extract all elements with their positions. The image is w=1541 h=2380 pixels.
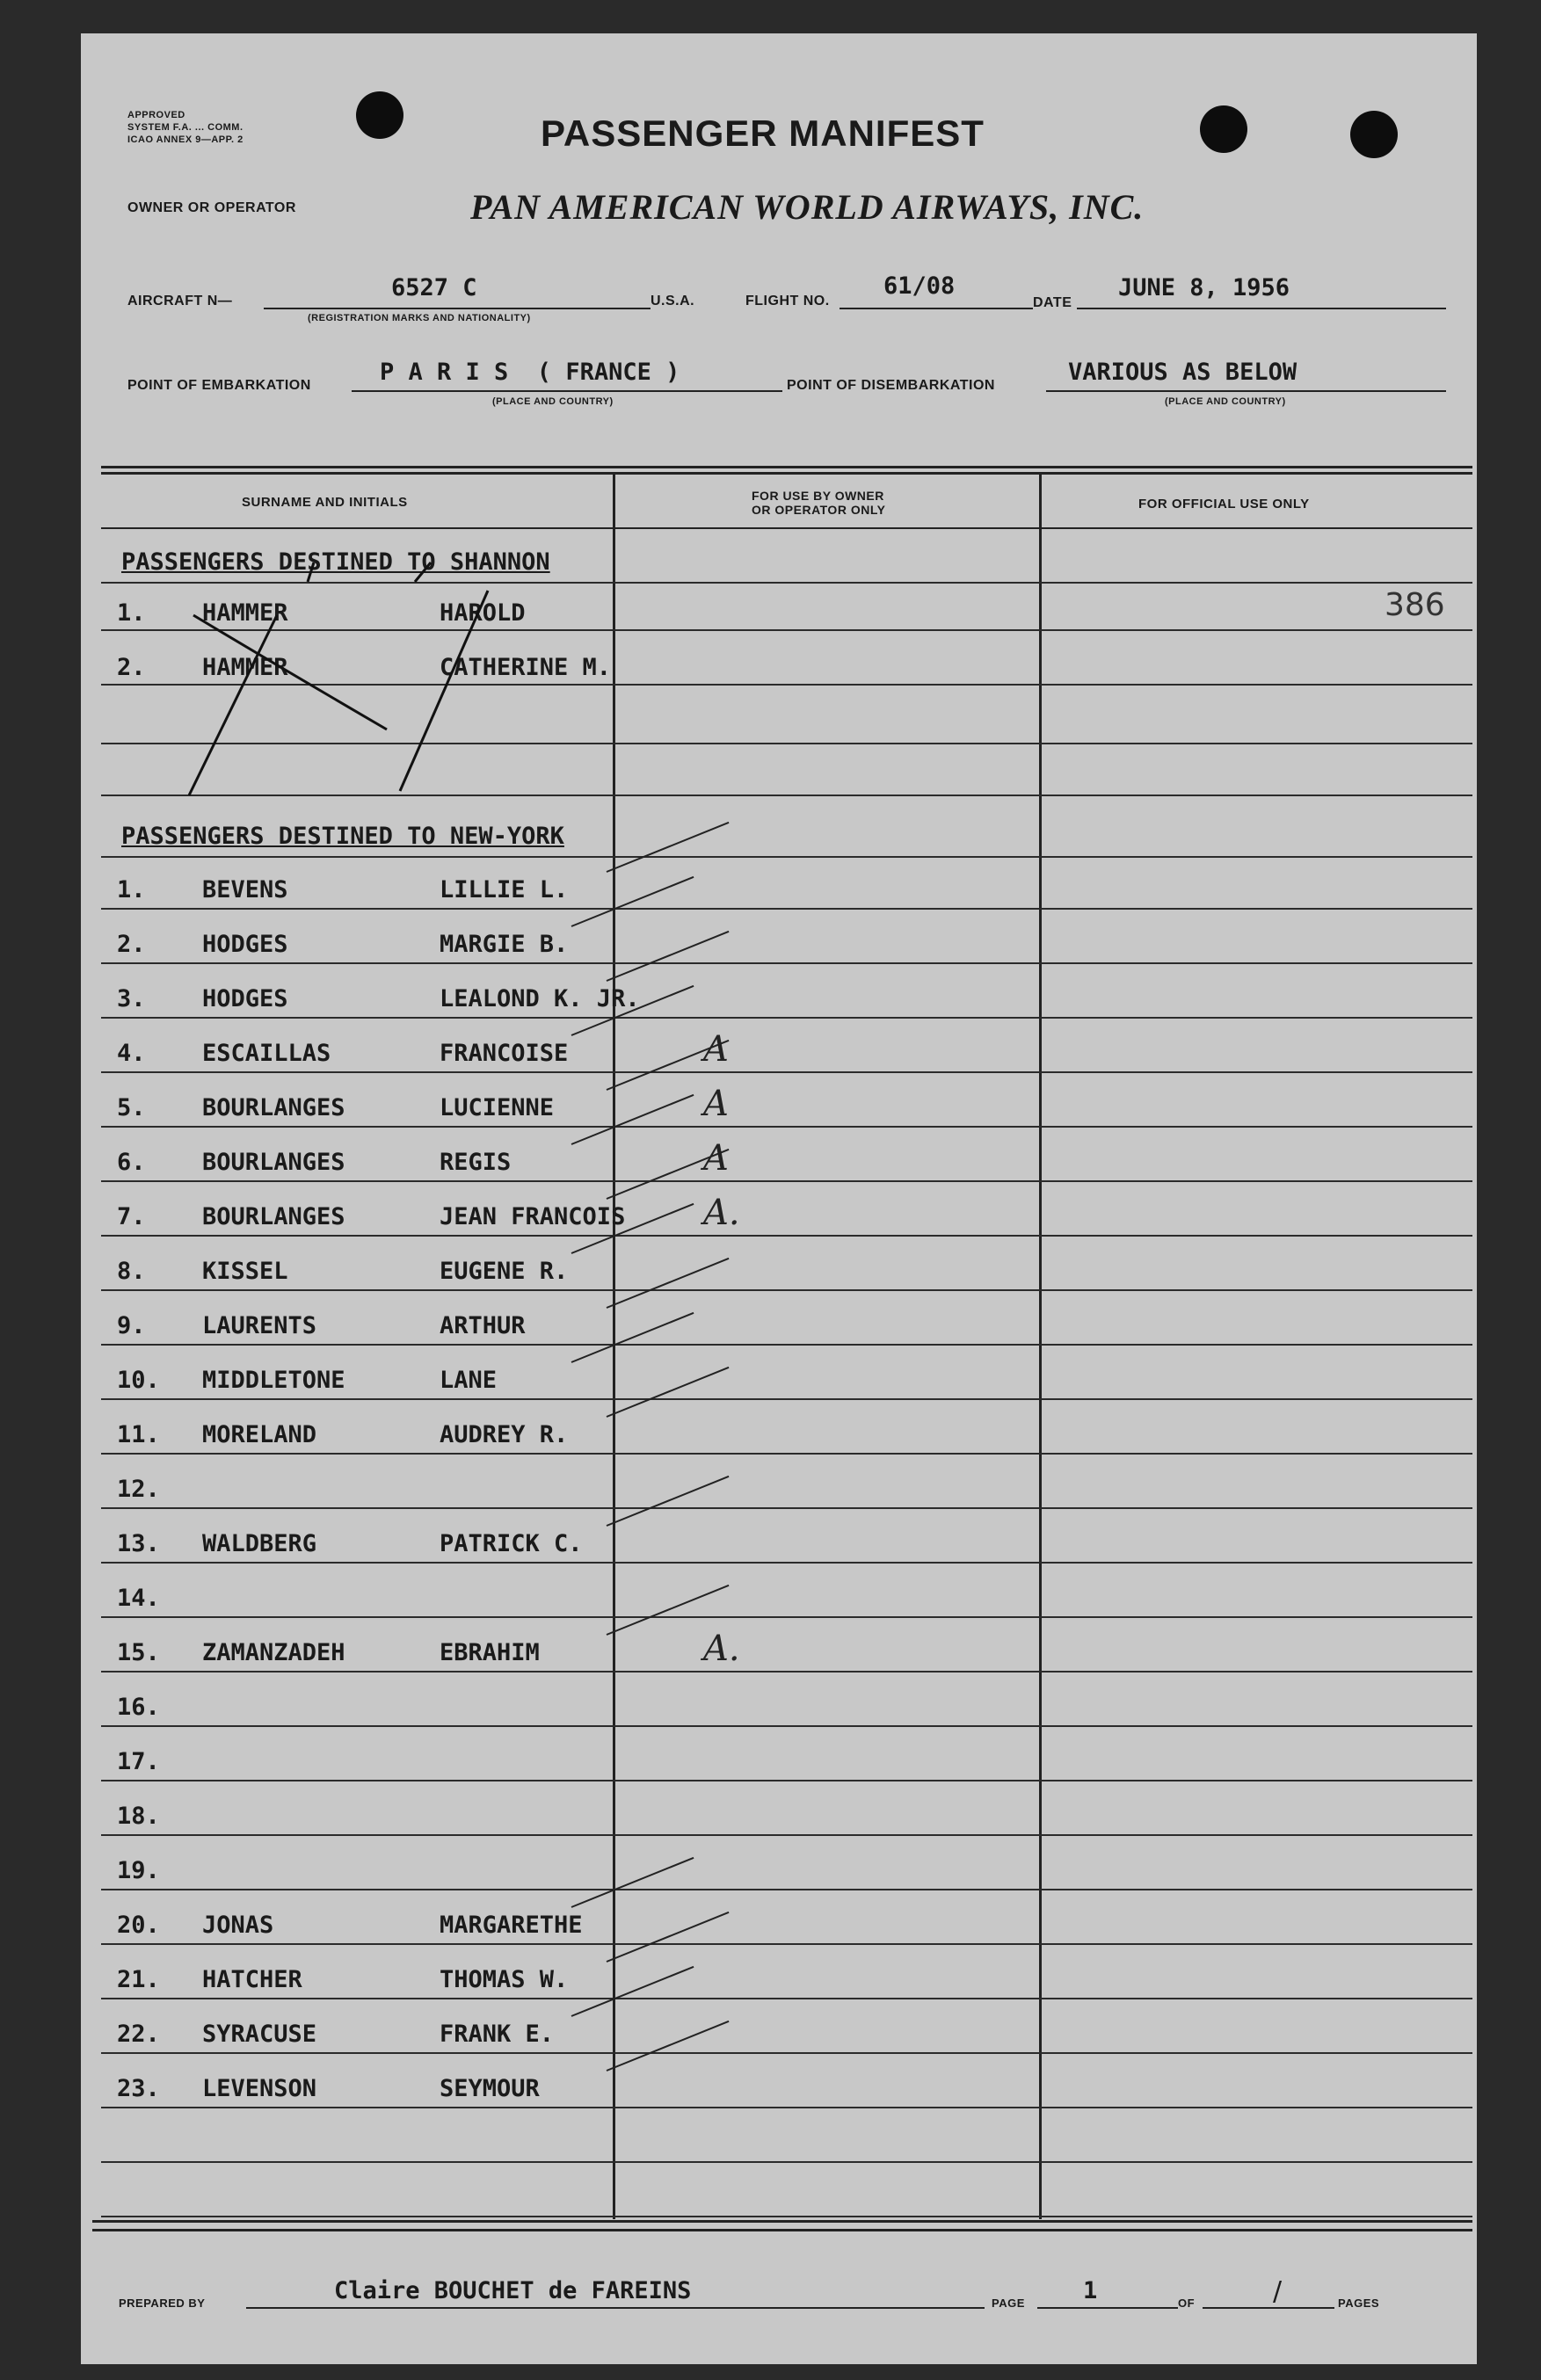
- passenger-given-name: FRANCOISE: [440, 1040, 569, 1067]
- ruled-line: [101, 1834, 1472, 1836]
- shannon-crossout: [176, 536, 615, 800]
- ruled-line: [101, 1616, 1472, 1618]
- ruled-line: [101, 1998, 1472, 1999]
- passenger-surname: HAMMER: [202, 599, 288, 627]
- passenger-given-name: FRANK E.: [440, 2021, 555, 2048]
- punch-hole-far-right: [1350, 111, 1398, 158]
- passenger-number: 2.: [117, 654, 146, 681]
- disembark-caption: (PLACE AND COUNTRY): [1165, 396, 1286, 407]
- handwritten-mark: A: [703, 1029, 729, 1070]
- of-label: OF: [1178, 2297, 1196, 2310]
- column-header-owner-1: FOR USE BY OWNER: [752, 489, 884, 503]
- passenger-surname: ZAMANZADEH: [202, 1639, 345, 1666]
- passenger-number: 3.: [117, 985, 146, 1012]
- passenger-given-name: ARTHUR: [440, 1312, 526, 1339]
- aircraft-underline: [264, 308, 651, 309]
- ruled-line: [101, 962, 1472, 964]
- page-label: PAGE: [992, 2297, 1025, 2310]
- punch-hole-right: [1200, 105, 1247, 153]
- disembark-underline: [1046, 390, 1446, 392]
- ruled-line: [101, 1289, 1472, 1291]
- usa-label: U.S.A.: [651, 294, 695, 308]
- column-header-surname: SURNAME AND INITIALS: [242, 495, 408, 510]
- passenger-number: 17.: [117, 1748, 160, 1775]
- ruled-line: [101, 1126, 1472, 1128]
- passenger-surname: HATCHER: [202, 1966, 302, 1993]
- passenger-number: 12.: [117, 1476, 160, 1503]
- ruled-line: [101, 1671, 1472, 1673]
- of-total: /: [1273, 2276, 1283, 2307]
- ruled-line: [101, 1943, 1472, 1945]
- passenger-number: 4.: [117, 1040, 146, 1067]
- aircraft-label: AIRCRAFT N—: [127, 294, 233, 308]
- passenger-surname: MIDDLETONE: [202, 1367, 345, 1394]
- passenger-surname: KISSEL: [202, 1258, 288, 1285]
- ruled-line: [101, 1562, 1472, 1564]
- passenger-given-name: MARGIE B.: [440, 931, 569, 958]
- operator-name: PAN AMERICAN WORLD AIRWAYS, INC.: [470, 187, 1145, 227]
- passenger-number: 8.: [117, 1258, 146, 1285]
- passenger-number: 6.: [117, 1149, 146, 1176]
- passenger-number: 14.: [117, 1585, 160, 1612]
- passenger-surname: WALDBERG: [202, 1530, 317, 1557]
- passenger-number: 10.: [117, 1367, 160, 1394]
- ruled-line: [101, 2052, 1472, 2054]
- passenger-given-name: SEYMOUR: [440, 2075, 540, 2102]
- flight-date: JUNE 8, 1956: [1118, 274, 1290, 301]
- passenger-number: 9.: [117, 1312, 146, 1339]
- punch-hole-left: [356, 91, 403, 139]
- passenger-number: 23.: [117, 2075, 160, 2102]
- owner-label: OWNER OR OPERATOR: [127, 200, 296, 215]
- prepared-underline: [246, 2307, 985, 2309]
- passenger-number: 20.: [117, 1912, 160, 1939]
- embark-place: P A R I S ( FRANCE ): [380, 359, 680, 386]
- date-label: DATE: [1033, 295, 1072, 310]
- passenger-given-name: EUGENE R.: [440, 1258, 569, 1285]
- registration-caption: (REGISTRATION MARKS AND NATIONALITY): [308, 313, 531, 323]
- passenger-surname: ESCAILLAS: [202, 1040, 331, 1067]
- ruled-line: [101, 1235, 1472, 1237]
- passenger-surname: BOURLANGES: [202, 1203, 345, 1230]
- ruled-line: [101, 1017, 1472, 1019]
- passenger-surname: LAURENTS: [202, 1312, 317, 1339]
- passenger-number: 15.: [117, 1639, 160, 1666]
- passenger-given-name: LEALOND K. JR.: [440, 985, 640, 1012]
- passenger-number: 1.: [117, 876, 146, 903]
- passenger-number: 1.: [117, 599, 146, 627]
- passenger-surname: MORELAND: [202, 1421, 317, 1448]
- passenger-number: 13.: [117, 1530, 160, 1557]
- passenger-surname: HODGES: [202, 931, 288, 958]
- column-header-owner-2: OR OPERATOR ONLY: [752, 503, 886, 517]
- ruled-line: [101, 1071, 1472, 1073]
- shannon-header: PASSENGERS DESTINED TO SHANNON: [121, 548, 550, 576]
- prepared-by: Claire BOUCHET de FAREINS: [334, 2277, 692, 2304]
- passenger-surname: HODGES: [202, 985, 288, 1012]
- passenger-given-name: JEAN FRANCOIS: [440, 1203, 626, 1230]
- approval-line-3: ICAO ANNEX 9—APP. 2: [127, 134, 244, 145]
- passenger-surname: BEVENS: [202, 876, 288, 903]
- newyork-header: PASSENGERS DESTINED TO NEW-YORK: [121, 823, 564, 850]
- handwritten-mark: A: [703, 1084, 729, 1124]
- passenger-number: 19.: [117, 1857, 160, 1884]
- embark-underline: [352, 390, 782, 392]
- page-underline: [1037, 2307, 1178, 2309]
- disembark-place: VARIOUS AS BELOW: [1068, 359, 1297, 386]
- ruled-line: [101, 1453, 1472, 1455]
- table-top-rule-2: [101, 472, 1472, 475]
- pages-label: PAGES: [1338, 2297, 1380, 2310]
- passenger-number: 2.: [117, 931, 146, 958]
- ruled-line: [101, 1889, 1472, 1890]
- ruled-line: [101, 2216, 1472, 2217]
- passenger-number: 18.: [117, 1803, 160, 1830]
- table-bottom-rule-2: [92, 2229, 1472, 2231]
- prepared-label: PREPARED BY: [119, 2297, 206, 2310]
- date-underline: [1077, 308, 1446, 309]
- passenger-given-name: HAROLD: [440, 599, 526, 627]
- form-title: PASSENGER MANIFEST: [541, 112, 985, 154]
- handwritten-mark: A.: [703, 1193, 740, 1233]
- approval-line-2: SYSTEM F.A. ... COMM.: [127, 122, 244, 133]
- passenger-given-name: PATRICK C.: [440, 1530, 583, 1557]
- passenger-surname: LEVENSON: [202, 2075, 317, 2102]
- approval-line-1: APPROVED: [127, 110, 185, 120]
- table-top-rule-1: [101, 466, 1472, 468]
- ruled-line: [101, 1344, 1472, 1346]
- passenger-given-name: CATHERINE M.: [440, 654, 612, 681]
- passenger-given-name: LILLIE L.: [440, 876, 569, 903]
- ruled-line: [101, 2161, 1472, 2163]
- passenger-surname: BOURLANGES: [202, 1149, 345, 1176]
- passenger-given-name: MARGARETHE: [440, 1912, 583, 1939]
- passenger-number: 22.: [117, 2021, 160, 2048]
- embark-caption: (PLACE AND COUNTRY): [492, 396, 614, 407]
- page-number: 1: [1083, 2277, 1098, 2304]
- aircraft-number: 6527 C: [391, 274, 477, 301]
- column-divider-2: [1039, 475, 1042, 2219]
- passenger-given-name: LUCIENNE: [440, 1094, 555, 1121]
- flight-underline: [840, 308, 1033, 309]
- ruled-line: [101, 1507, 1472, 1509]
- ruled-line: [101, 1180, 1472, 1182]
- ruled-line: [101, 1780, 1472, 1781]
- passenger-surname: SYRACUSE: [202, 2021, 317, 2048]
- passenger-number: 5.: [117, 1094, 146, 1121]
- passenger-given-name: THOMAS W.: [440, 1966, 569, 1993]
- embark-label: POINT OF EMBARKATION: [127, 378, 311, 393]
- passenger-given-name: REGIS: [440, 1149, 512, 1176]
- column-header-official: FOR OFFICIAL USE ONLY: [1138, 497, 1310, 512]
- handwritten-mark: A.: [703, 1629, 740, 1669]
- passenger-given-name: AUDREY R.: [440, 1421, 569, 1448]
- flight-label: FLIGHT NO.: [745, 294, 830, 308]
- ruled-line: [101, 908, 1472, 910]
- header-rule: [101, 527, 1472, 529]
- passenger-surname: HAMMER: [202, 654, 288, 681]
- ruled-line: [101, 856, 1472, 858]
- passenger-number: 11.: [117, 1421, 160, 1448]
- disembark-label: POINT OF DISEMBARKATION: [787, 378, 995, 393]
- passenger-given-name: LANE: [440, 1367, 498, 1394]
- handwritten-mark: A: [703, 1138, 729, 1179]
- passenger-number: 21.: [117, 1966, 160, 1993]
- ruled-line: [101, 1725, 1472, 1727]
- official-note: 386: [1385, 587, 1445, 623]
- passenger-number: 16.: [117, 1694, 160, 1721]
- ruled-line: [101, 2107, 1472, 2108]
- flight-number: 61/08: [883, 272, 956, 300]
- passenger-number: 7.: [117, 1203, 146, 1230]
- table-bottom-rule-1: [92, 2220, 1472, 2223]
- ruled-line: [101, 1398, 1472, 1400]
- passenger-surname: BOURLANGES: [202, 1094, 345, 1121]
- passenger-surname: JONAS: [202, 1912, 274, 1939]
- of-underline: [1203, 2307, 1334, 2309]
- passenger-given-name: EBRAHIM: [440, 1639, 540, 1666]
